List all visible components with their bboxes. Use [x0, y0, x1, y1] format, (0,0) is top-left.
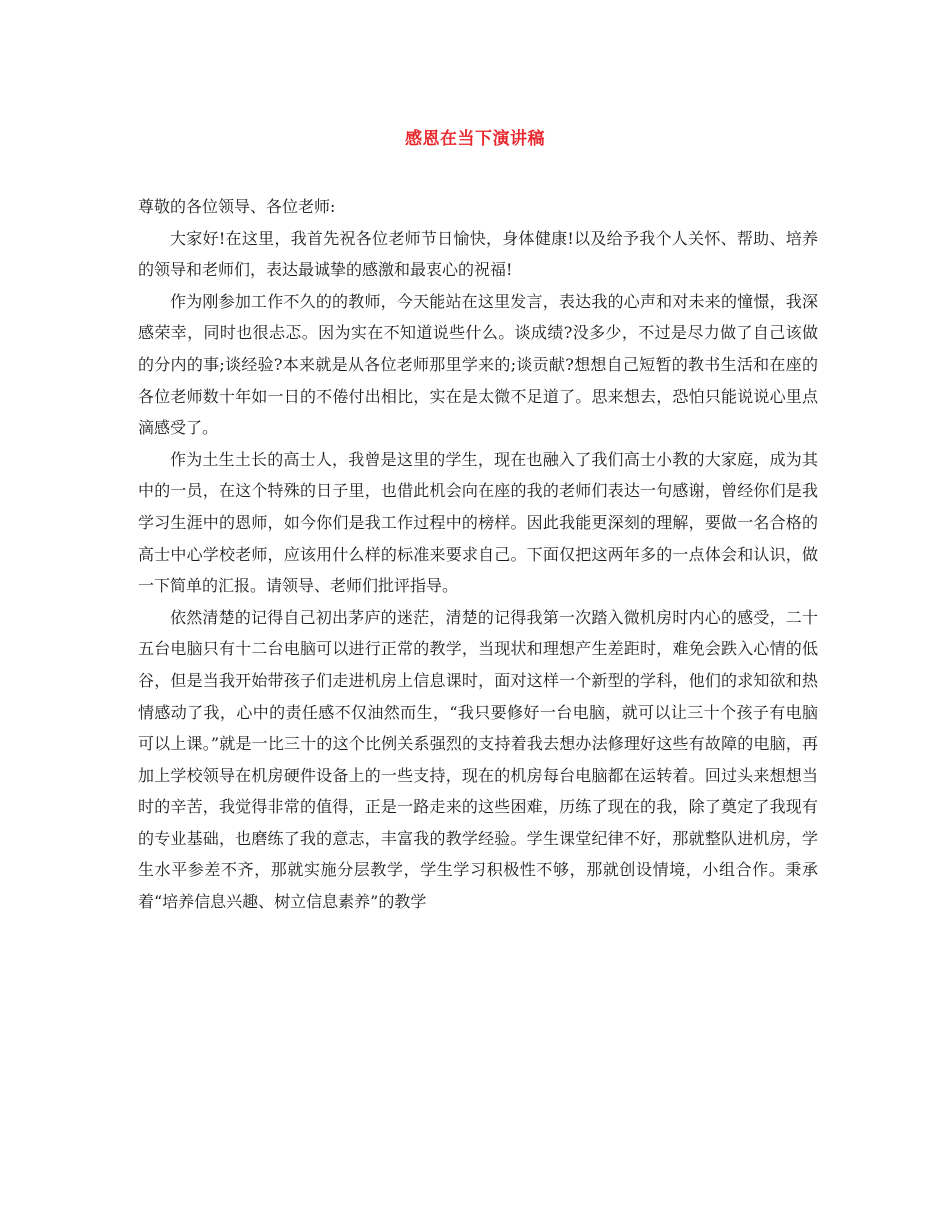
document-title: 感恩在当下演讲稿 — [405, 129, 545, 149]
paragraph-2: 作为刚参加工作不久的的教师，今天能站在这里发言，表达我的心声和对未来的憧憬，我深感荣幸，同时也很忐忑。因为实在不知道说些什么。谈成绩?没多少，不过是尽力做了自己该做的分内的事;谈经验?本来就是从各位老师那里学来的;谈贡献?想想自己短暂的教书生活和在座的各位老师数十年如一日的不倦付出相比，实在是太微不足道了。思来想去，恐怕只能说说心里点滴感受了。 — [138, 291, 818, 438]
paragraph-1: 大家好!在这里，我首先祝各位老师节日愉快，身体健康!以及给予我个人关怀、帮助、培养的领导和老师们，表达最诚挚的感激和最衷心的祝福! — [138, 228, 818, 280]
paragraph-3: 作为土生土长的高士人，我曾是这里的学生，现在也融入了我们高士小教的大家庭，成为其中的一员，在这个特殊的日子里，也借此机会向在座的我的老师们表达一句感谢，曾经你们是我学习生涯中的恩师，如今你们是我工作过程中的榜样。因此我能更深刻的理解，要做一名合格的高士中心学校老师，应该用什么样的标准来要求自己。下面仅把这两年多的一点体会和认识，做一下简单的汇报。请领导、老师们批评指导。 — [138, 449, 818, 596]
salutation: 尊敬的各位领导、各位老师: — [138, 197, 336, 216]
paragraph-4: 依然清楚的记得自己初出茅庐的迷茫，清楚的记得我第一次踏入微机房时内心的感受，二十五台电脑只有十二台电脑可以进行正常的教学，当现状和理想产生差距时，难免会跌入心情的低谷，但是当我开始带孩子们走进机房上信息课时，面对这样一个新型的学科，他们的求知欲和热情感动了我，心中的责任感不仅油然而生，“我只要修好一台电脑，就可以让三十个孩子有电脑可以上课。”就是一比三十的这个比例关系强烈的支持着我去想办法修理好这些有故障的电脑，再加上学校领导在机房硬件设备上的一些支持，现在的机房每台电脑都在运转着。回过头来想想当时的辛苦，我觉得非常的值得，正是一路走来的这些困难，历练了现在的我，除了奠定了我现有的专业基础，也磨练了我的意志，丰富我的教学经验。学生课堂纪律不好，那就整队进机房，学生水平参差不齐，那就实施分层教学，学生学习积极性不够，那就创设情境，小组合作。秉承着“培养信息兴趣、树立信息素养”的教学 — [138, 607, 818, 912]
document-body — [138, 191, 818, 918]
